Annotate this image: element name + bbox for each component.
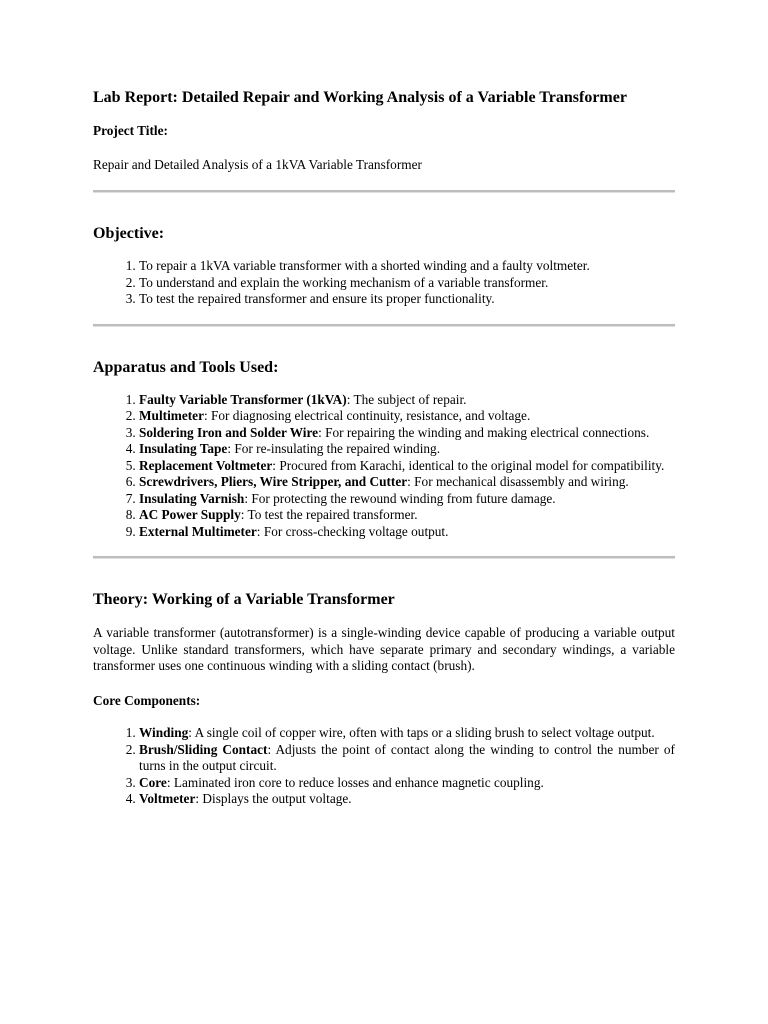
apparatus-list bbox=[93, 392, 675, 541]
list-item: 4. Voltmeter: Displays the output voltage. bbox=[139, 791, 675, 808]
list-item: 2. Brush/Sliding Contact: Adjusts the point of contact along the winding to control the number of turns in the output circuit. bbox=[139, 742, 675, 775]
list-item: 1. To repair a 1kVA variable transformer with a shorted winding and a faulty voltmeter. bbox=[139, 258, 675, 275]
objective-list bbox=[93, 258, 675, 308]
theory-paragraph: A variable transformer (autotransformer) is a single-winding device capable of producing a variable output voltage. Unlike standard transformers, which have separate primary and secondary windings, a variable transformer uses one continuous winding with a sliding contact (brush). bbox=[93, 625, 675, 673]
project-title-label: Project Title: bbox=[93, 123, 168, 138]
divider bbox=[93, 190, 675, 193]
document-page bbox=[93, 88, 675, 808]
list-item: 2. To understand and explain the working mechanism of a variable transformer. bbox=[139, 275, 675, 292]
report-title: Lab Report: Detailed Repair and Working Analysis of a Variable Transformer bbox=[93, 89, 627, 106]
list-item: 5. Replacement Voltmeter: Procured from Karachi, identical to the original model for compatibility. bbox=[139, 458, 675, 475]
list-item: 3. Core: Laminated iron core to reduce losses and enhance magnetic coupling. bbox=[139, 775, 675, 792]
list-item: 1. Winding: A single coil of copper wire, often with taps or a sliding brush to select voltage output. bbox=[139, 725, 675, 742]
divider bbox=[93, 324, 675, 327]
list-item: 3. Soldering Iron and Solder Wire: For repairing the winding and making electrical connections. bbox=[139, 425, 675, 442]
list-item: 9. External Multimeter: For cross-checking voltage output. bbox=[139, 524, 675, 541]
apparatus-heading: Apparatus and Tools Used: bbox=[93, 358, 279, 376]
list-item: 2. Multimeter: For diagnosing electrical continuity, resistance, and voltage. bbox=[139, 408, 675, 425]
list-item: 4. Insulating Tape: For re-insulating the repaired winding. bbox=[139, 441, 675, 458]
theory-heading: Theory: Working of a Variable Transformer bbox=[93, 591, 395, 608]
list-item: 6. Screwdrivers, Pliers, Wire Stripper, and Cutter: For mechanical disassembly and wiring. bbox=[139, 474, 675, 491]
core-components-list bbox=[93, 725, 675, 808]
list-item: 8. AC Power Supply: To test the repaired transformer. bbox=[139, 507, 675, 524]
project-title-value: Repair and Detailed Analysis of a 1kVA Variable Transformer bbox=[93, 156, 422, 172]
list-item: 7. Insulating Varnish: For protecting the rewound winding from future damage. bbox=[139, 491, 675, 508]
objective-heading: Objective: bbox=[93, 225, 165, 242]
divider bbox=[93, 556, 675, 559]
list-item: 1. Faulty Variable Transformer (1kVA): The subject of repair. bbox=[139, 392, 675, 409]
list-item: 3. To test the repaired transformer and ensure its proper functionality. bbox=[139, 291, 675, 308]
core-components-label: Core Components: bbox=[93, 692, 201, 708]
